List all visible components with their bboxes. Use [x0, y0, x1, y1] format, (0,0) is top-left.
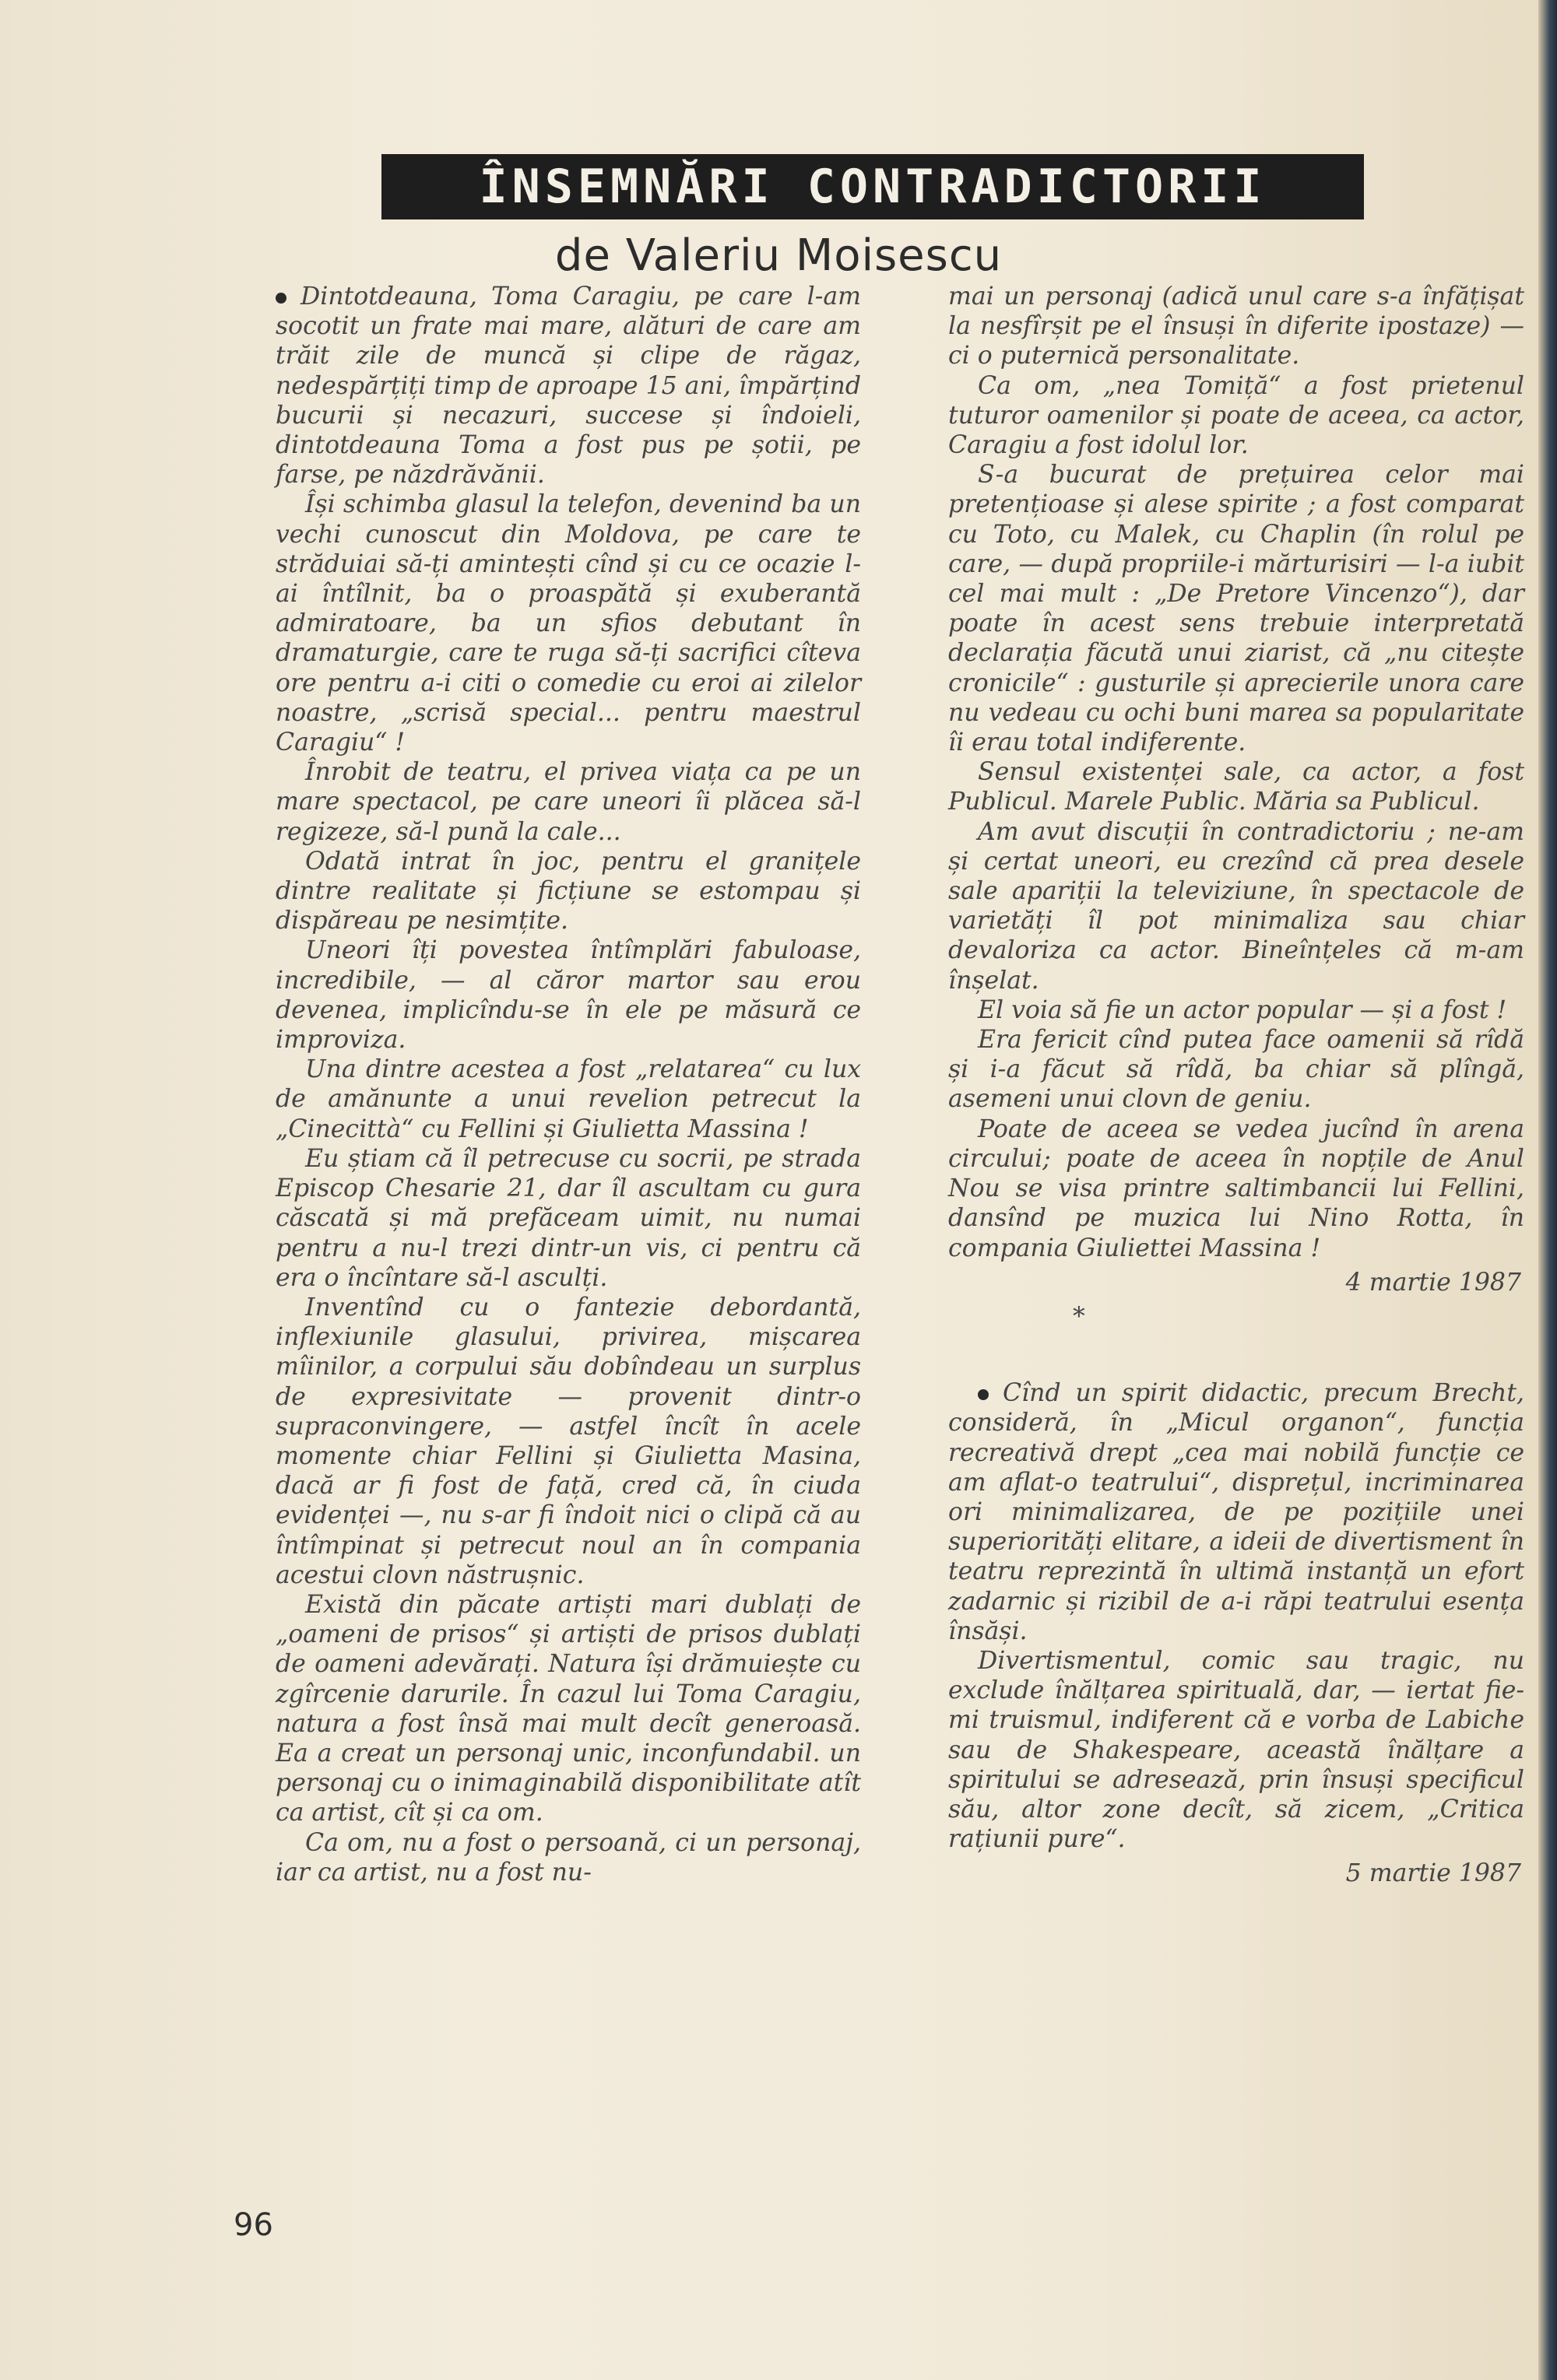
paragraph: Sensul existenței sale, ca actor, a fost Publicul. Marele Public. Măria sa Publicul. — [948, 758, 1524, 816]
page-number: 96 — [234, 2207, 273, 2243]
paragraph: Odată intrat în joc, pentru el granițele dintre realitate și ficțiune se estompau și dispăreau pe nesimțite. — [276, 847, 861, 936]
paragraph: El voia să fie un actor popular — și a fost ! — [978, 995, 1507, 1024]
paragraph: Una dintre acestea a fost „relatarea“ cu lux de amănunte a unui revelion petrecut la „Cinecittà“ cu Fellini și Giulietta Massina ! — [276, 1055, 861, 1143]
paragraph: Înrobit de teatru, el privea viața ca pe un mare spectacol, pe care uneori îi plăcea să-l regizeze, să-l pună la cale... — [276, 758, 861, 846]
date-note: 5 martie 1987 — [1345, 1859, 1521, 1888]
paragraph: Ca om, nu a fost o persoană, ci un personaj, iar ca artist, nu a fost nu- — [276, 1828, 861, 1887]
bullet-icon — [276, 293, 286, 304]
right-column — [948, 282, 1524, 1889]
paragraph: Își schimba glasul la telefon, devenind ba un vechi cunoscut din Moldova, pe care te străduiai să-ți amintești cînd și cu ce ocazie l-ai întîlnit, ba o proaspătă și exuberantă admiratoare, ba un sfios debutant în dramaturgie, care te ruga să-ți sacrifici cîteva ore pentru a-i citi o comedie cu eroi ai zilelor noastre, „scrisă special... pentru maestrul Caragiu“ ! — [276, 490, 861, 757]
paragraph: mai un personaj (adică unul care s-a înfățișat la nesfîrșit pe el însuși în diferite ipostaze) — ci o puternică personalitate. — [948, 283, 1524, 370]
paragraph: Dintotdeauna, Toma Caragiu, pe care l-am socotit un frate mai mare, alături de care am trăit zile de muncă și clipe de răgaz, nedespărțiți timp de aproape 15 ani, împărțind bucurii și necazuri, succese și îndoieli, dintotdeauna Toma a fost pus pe șotii, pe farse, pe năzdrăvănii. — [276, 283, 861, 490]
paragraph: Ca om, „nea Tomiță“ a fost prietenul tuturor oamenilor și poate de aceea, ca actor, Caragiu a fost idolul lor. — [948, 371, 1524, 460]
paragraph: Eu știam că îl petrecuse cu socrii, pe strada Episcop Chesarie 21, dar îl ascultam cu gura căscată și mă prefăceam uimit, nu numai pentru a nu-l trezi dintr-un vis, ci pentru că era o încîntare să-l asculți. — [276, 1144, 861, 1292]
author-byline: de Valeriu Moisescu — [554, 230, 1003, 281]
date-note: 4 martie 1987 — [1345, 1268, 1521, 1297]
section-banner — [381, 154, 1364, 219]
paragraph: Cînd un spirit didactic, precum Brecht, consideră, în „Micul organon“, funcția recreativă drept „cea mai nobilă funcție ce am aflat-o teatrului“, disprețul, incriminarea ori minimalizarea, de pe pozițiile unei superiorități elitare, a ideii de divertisment în teatru reprezintă în ultimă instanță un efort zadarnic și rizibil de a-i răpi teatrului esența însăși. — [948, 1379, 1524, 1645]
paragraph: Inventînd cu o fantezie debordantă, inflexiunile glasului, privirea, mișcarea mîinilor, a corpului său dobîndeau un surplus de expresivitate — provenit dintr-o supraconvingere, — astfel încît în acele momente chiar Fellini și Giulietta Masina, dacă ar fi fost de față, cred că, în ciuda evidenței —, nu s-ar fi îndoit nici o clipă că au întîmpinat și petrecut noul an în compania acestui clovn năstrușnic. — [276, 1293, 861, 1589]
paragraph: Divertismentul, comic sau tragic, nu exclude înălțarea spirituală, dar, — iertat fie-mi truismul, indiferent că e vorba de Labiche sau de Shakespeare, această înălțare a spiritului se adresează, prin însuși specificul său, altor zone decît, să zicem, „Critica rațiunii pure“. — [948, 1646, 1524, 1854]
left-column — [276, 282, 861, 1887]
paragraph: S-a bucurat de prețuirea celor mai pretențioase și alese spirite ; a fost comparat cu Toto, cu Malek, cu Chaplin (în rolul pe care, — după propriile-i mărturisiri — l-a iubit cel mai mult : „De Pretore Vincenzo“), dar poate în acest sens trebuie interpretată declarația făcută unui ziarist, că „nu citește cronicile“ : gusturile și aprecierile unora care nu vedeau cu ochi buni marea sa popularitate îi erau total indiferente. — [948, 461, 1524, 757]
bullet-icon — [978, 1389, 989, 1400]
paragraph: Poate de aceea se vedea jucînd în arena circului; poate de aceea în nopțile de Anul Nou se visa printre saltimbancii lui Fellini, dansînd pe muzica lui Nino Rotta, în compania Giuliettei Massina ! — [948, 1115, 1524, 1262]
paragraph: Uneori îți povestea întîmplări fabuloase, incredibile, — al căror martor sau erou devenea, implicîndu-se în ele pe măsură ce improviza. — [276, 936, 861, 1055]
paragraph: Există din păcate artiști mari dublați de „oameni de prisos“ și artiști de prisos dublați de oameni adevărați. Natura își drămuiește cu zgîrcenie darurile. În cazul lui Toma Caragiu, natura a fost însă mai mult decît generoasă. Ea a creat un personaj unic, inconfundabil. un personaj cu o inimaginabilă disponibilitate atît ca artist, cît și ca om. — [276, 1590, 861, 1827]
section-separator: * — [1073, 1302, 1085, 1331]
paragraph: Am avut discuții în contradictoriu ; ne-am și certat uneori, eu crezînd că prea desele sale apariții la televiziune, în spectacole de varietăți îl pot minimaliza sau chiar devaloriza ca actor. Bineînțeles că m-am înșelat. — [948, 817, 1524, 995]
paragraph: Era fericit cînd putea face oamenii să rîdă și i-a făcut să rîdă, ba chiar să plîngă, asemeni unui clovn de geniu. — [948, 1026, 1524, 1114]
binding-edge — [1538, 0, 1557, 2380]
banner-title: ÎNSEMNĂRI CONTRADICTORII — [479, 160, 1267, 214]
